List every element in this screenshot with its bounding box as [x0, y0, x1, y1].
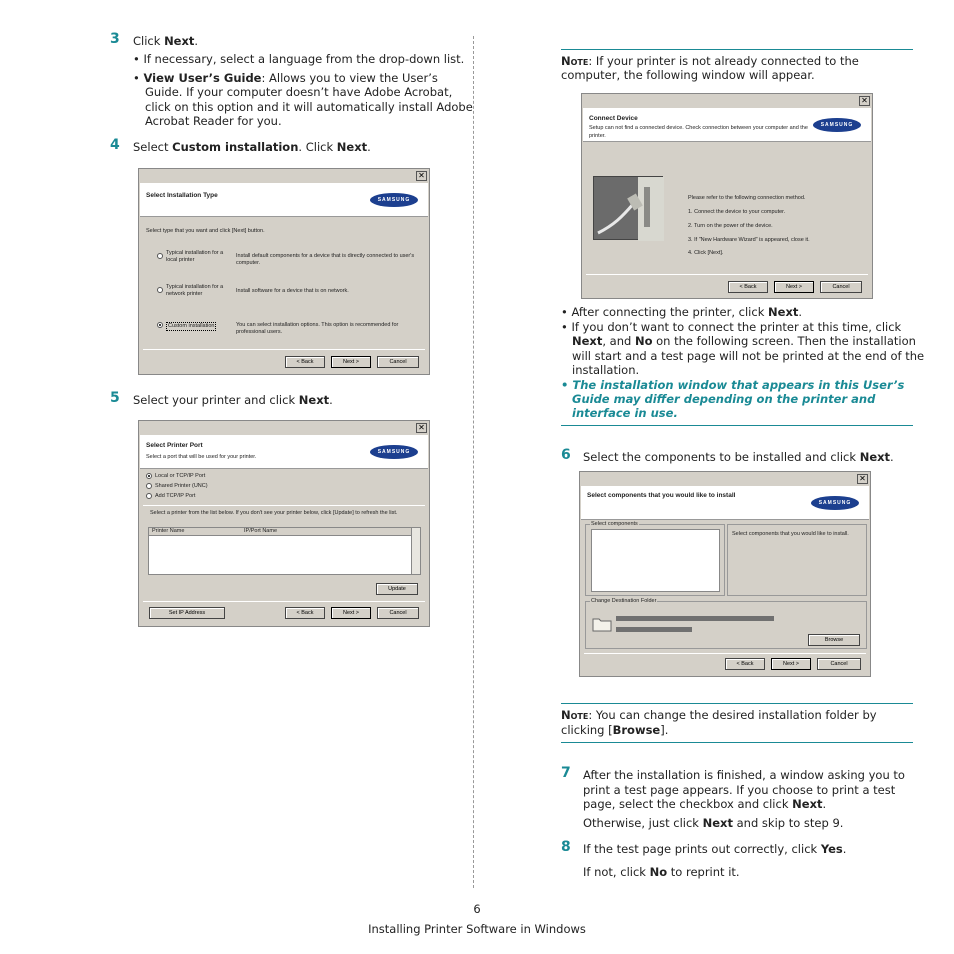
step-7-number: 7: [561, 765, 571, 781]
back-button[interactable]: < Back: [285, 607, 325, 619]
back-button[interactable]: < Back: [728, 281, 768, 293]
bullet-window-may-differ-line2: Guide may differ depending on the printer and: [572, 392, 876, 406]
desc-network-printer: Install software for a device that is on network.: [236, 288, 349, 294]
label-shared-printer: Shared Printer (UNC): [155, 483, 208, 489]
dialog-header: [140, 435, 428, 469]
note-2-line2: clicking [Browse].: [561, 723, 669, 737]
instruction-intro: Please refer to the following connection method.: [688, 195, 806, 201]
label-add-tcpip: Add TCP/IP Port: [155, 493, 196, 499]
label-local-printer: Typical installation for a local printer: [166, 250, 224, 263]
radio-local-tcpip[interactable]: [146, 473, 152, 479]
dialog-subtitle: Select a port that will be used for your printer.: [146, 454, 257, 460]
step-8-line2: If not, click No to reprint it.: [583, 865, 740, 879]
bullet-dont-connect-line3: will start and a test page will not be printed at the end of the: [572, 349, 925, 363]
close-icon[interactable]: ✕: [416, 171, 427, 181]
step-7-line4: Otherwise, just click Next and skip to step 9.: [583, 816, 844, 830]
note2-rule-top: [561, 703, 913, 704]
dialog-header: [583, 108, 871, 142]
step-3-bullet-language: • If necessary, select a language from the drop-down list.: [133, 52, 465, 66]
samsung-logo: SAMSUNG: [370, 445, 418, 459]
printer-list[interactable]: [148, 527, 421, 575]
instruction-3: 3. If "New Hardware Wizard" is appeared, close it.: [688, 237, 810, 243]
step-3-bullet-guide-line4: Acrobat Reader for you.: [145, 114, 282, 128]
back-button[interactable]: < Back: [285, 356, 325, 368]
step-7-line2: print a test page appears. If you choose to print a test: [583, 783, 896, 797]
set-ip-address-button[interactable]: Set IP Address: [149, 607, 225, 619]
label-local-tcpip: Local or TCP/IP Port: [155, 473, 206, 479]
note-1: Note: If your printer is not already connected to the: [561, 54, 859, 68]
step-5-text: Select your printer and click Next.: [133, 393, 333, 407]
note-rule-bottom: [561, 425, 913, 426]
radio-local-printer[interactable]: [157, 253, 163, 259]
step-3-bullet-guide: • View User’s Guide: Allows you to view the User’s: [133, 71, 438, 85]
page-number: 6: [473, 902, 481, 916]
destination-folder-label: Change Destination Folder: [591, 598, 657, 604]
next-button[interactable]: Next >: [774, 281, 814, 293]
step-6-text: Select the components to be installed and click Next.: [583, 450, 894, 464]
cancel-button[interactable]: Cancel: [377, 607, 419, 619]
next-button[interactable]: Next >: [771, 658, 811, 670]
dialog-subtitle: Setup can not find a connected device. Check connection between your computer and the printer.: [589, 125, 808, 139]
list-scrollbar[interactable]: [411, 528, 420, 574]
destination-path-bar: [616, 616, 774, 621]
select-components-group: [585, 521, 725, 596]
step-3-bullet-guide-line3: click on this option and it will automatically install Adobe: [145, 100, 473, 114]
instruction-4: 4. Click [Next].: [688, 250, 724, 256]
dialog-title: Select Installation Type: [146, 192, 218, 199]
bullet-window-may-differ: • The installation window that appears in this User’s: [561, 378, 905, 392]
radio-custom-installation[interactable]: [157, 322, 163, 328]
usb-cable-icon: [594, 177, 664, 241]
next-button[interactable]: Next >: [331, 607, 371, 619]
dialog-header: [581, 486, 869, 520]
step-7-line1: After the installation is finished, a window asking you to: [583, 768, 905, 782]
step-4-text: Select Custom installation. Click Next.: [133, 140, 371, 154]
instruction-2: 2. Turn on the power of the device.: [688, 223, 773, 229]
radio-add-tcpip[interactable]: [146, 493, 152, 499]
dialog-title: Connect Device: [589, 115, 638, 122]
column-divider: [473, 36, 474, 888]
back-button[interactable]: < Back: [725, 658, 765, 670]
step-7-line3: page, select the checkbox and click Next.: [583, 797, 827, 811]
bullet-after-connecting: • After connecting the printer, click Next.: [561, 305, 803, 319]
disk-space-bar: [616, 627, 692, 632]
printer-cable-illustration: [593, 176, 663, 240]
step-6-number: 6: [561, 447, 571, 463]
install-type-prompt: Select type that you want and click [Next] button.: [146, 228, 265, 234]
cancel-button[interactable]: Cancel: [817, 658, 861, 670]
printer-list-header: [149, 528, 411, 536]
select-components-dialog: [579, 471, 871, 677]
desc-local-printer: Install default components for a device that is directly connected to user's computer.: [236, 253, 415, 266]
step-8-line1: If the test page prints out correctly, click Yes.: [583, 842, 847, 856]
note-rule-top: [561, 49, 913, 50]
step-3-bullet-guide-line2: Guide. If your computer doesn’t have Adobe Acrobat,: [145, 85, 453, 99]
samsung-logo: SAMSUNG: [811, 496, 859, 510]
note-2: Note: You can change the desired installation folder by: [561, 708, 877, 722]
col-ip-port-name: IP/Port Name: [244, 528, 278, 534]
step-3-number: 3: [110, 31, 120, 47]
printer-port-dialog: [138, 420, 430, 627]
radio-shared-printer[interactable]: [146, 483, 152, 489]
close-icon[interactable]: ✕: [857, 474, 868, 484]
note2-rule-bottom: [561, 742, 913, 743]
samsung-logo: SAMSUNG: [370, 193, 418, 207]
printer-list-hint: Select a printer from the list below. If you don't see your printer below, click [Update] to refresh the list.: [150, 510, 398, 516]
dialog-title: Select components that you would like to install: [587, 492, 736, 499]
bullet-dont-connect: • If you don’t want to connect the printer at this time, click: [561, 320, 902, 334]
close-icon[interactable]: ✕: [859, 96, 870, 106]
bullet-dont-connect-line2: Next, and No on the following screen. Then the installation: [572, 334, 916, 348]
label-custom-installation: Custom installation: [168, 323, 215, 329]
desc-custom-installation: You can select installation options. This option is recommended for professional users.: [236, 322, 399, 335]
close-icon[interactable]: ✕: [416, 423, 427, 433]
step-5-number: 5: [110, 390, 120, 406]
note-1-line2: computer, the following window will appear.: [561, 68, 815, 82]
cancel-button[interactable]: Cancel: [377, 356, 419, 368]
instruction-1: 1. Connect the device to your computer.: [688, 209, 786, 215]
destination-folder-group: [585, 598, 867, 649]
step-4-number: 4: [110, 137, 120, 153]
chapter-title: Installing Printer Software in Windows: [368, 922, 586, 936]
browse-button[interactable]: Browse: [808, 634, 860, 646]
samsung-logo: SAMSUNG: [813, 118, 861, 132]
next-button[interactable]: Next >: [331, 356, 371, 368]
dialog-header: [140, 183, 428, 217]
update-button[interactable]: Update: [376, 583, 418, 595]
folder-icon: [592, 616, 612, 632]
col-printer-name: Printer Name: [152, 528, 185, 534]
radio-network-printer[interactable]: [157, 287, 163, 293]
step-8-number: 8: [561, 839, 571, 855]
step-3-text: Click Next.: [133, 34, 199, 48]
label-network-printer: Typical installation for a network printer: [166, 284, 224, 297]
components-list[interactable]: [591, 529, 720, 592]
installation-type-dialog: [138, 168, 430, 375]
cancel-button[interactable]: Cancel: [820, 281, 862, 293]
component-description-group: [727, 524, 867, 596]
bullet-window-may-differ-line3: interface in use.: [572, 406, 678, 420]
dialog-separator: [143, 349, 425, 350]
component-description: Select components that you would like to install.: [732, 531, 849, 537]
select-components-label: Select components: [591, 521, 638, 527]
connect-device-dialog: [581, 93, 873, 299]
dialog-title: Select Printer Port: [146, 442, 203, 449]
bullet-dont-connect-line4: installation.: [572, 363, 640, 377]
